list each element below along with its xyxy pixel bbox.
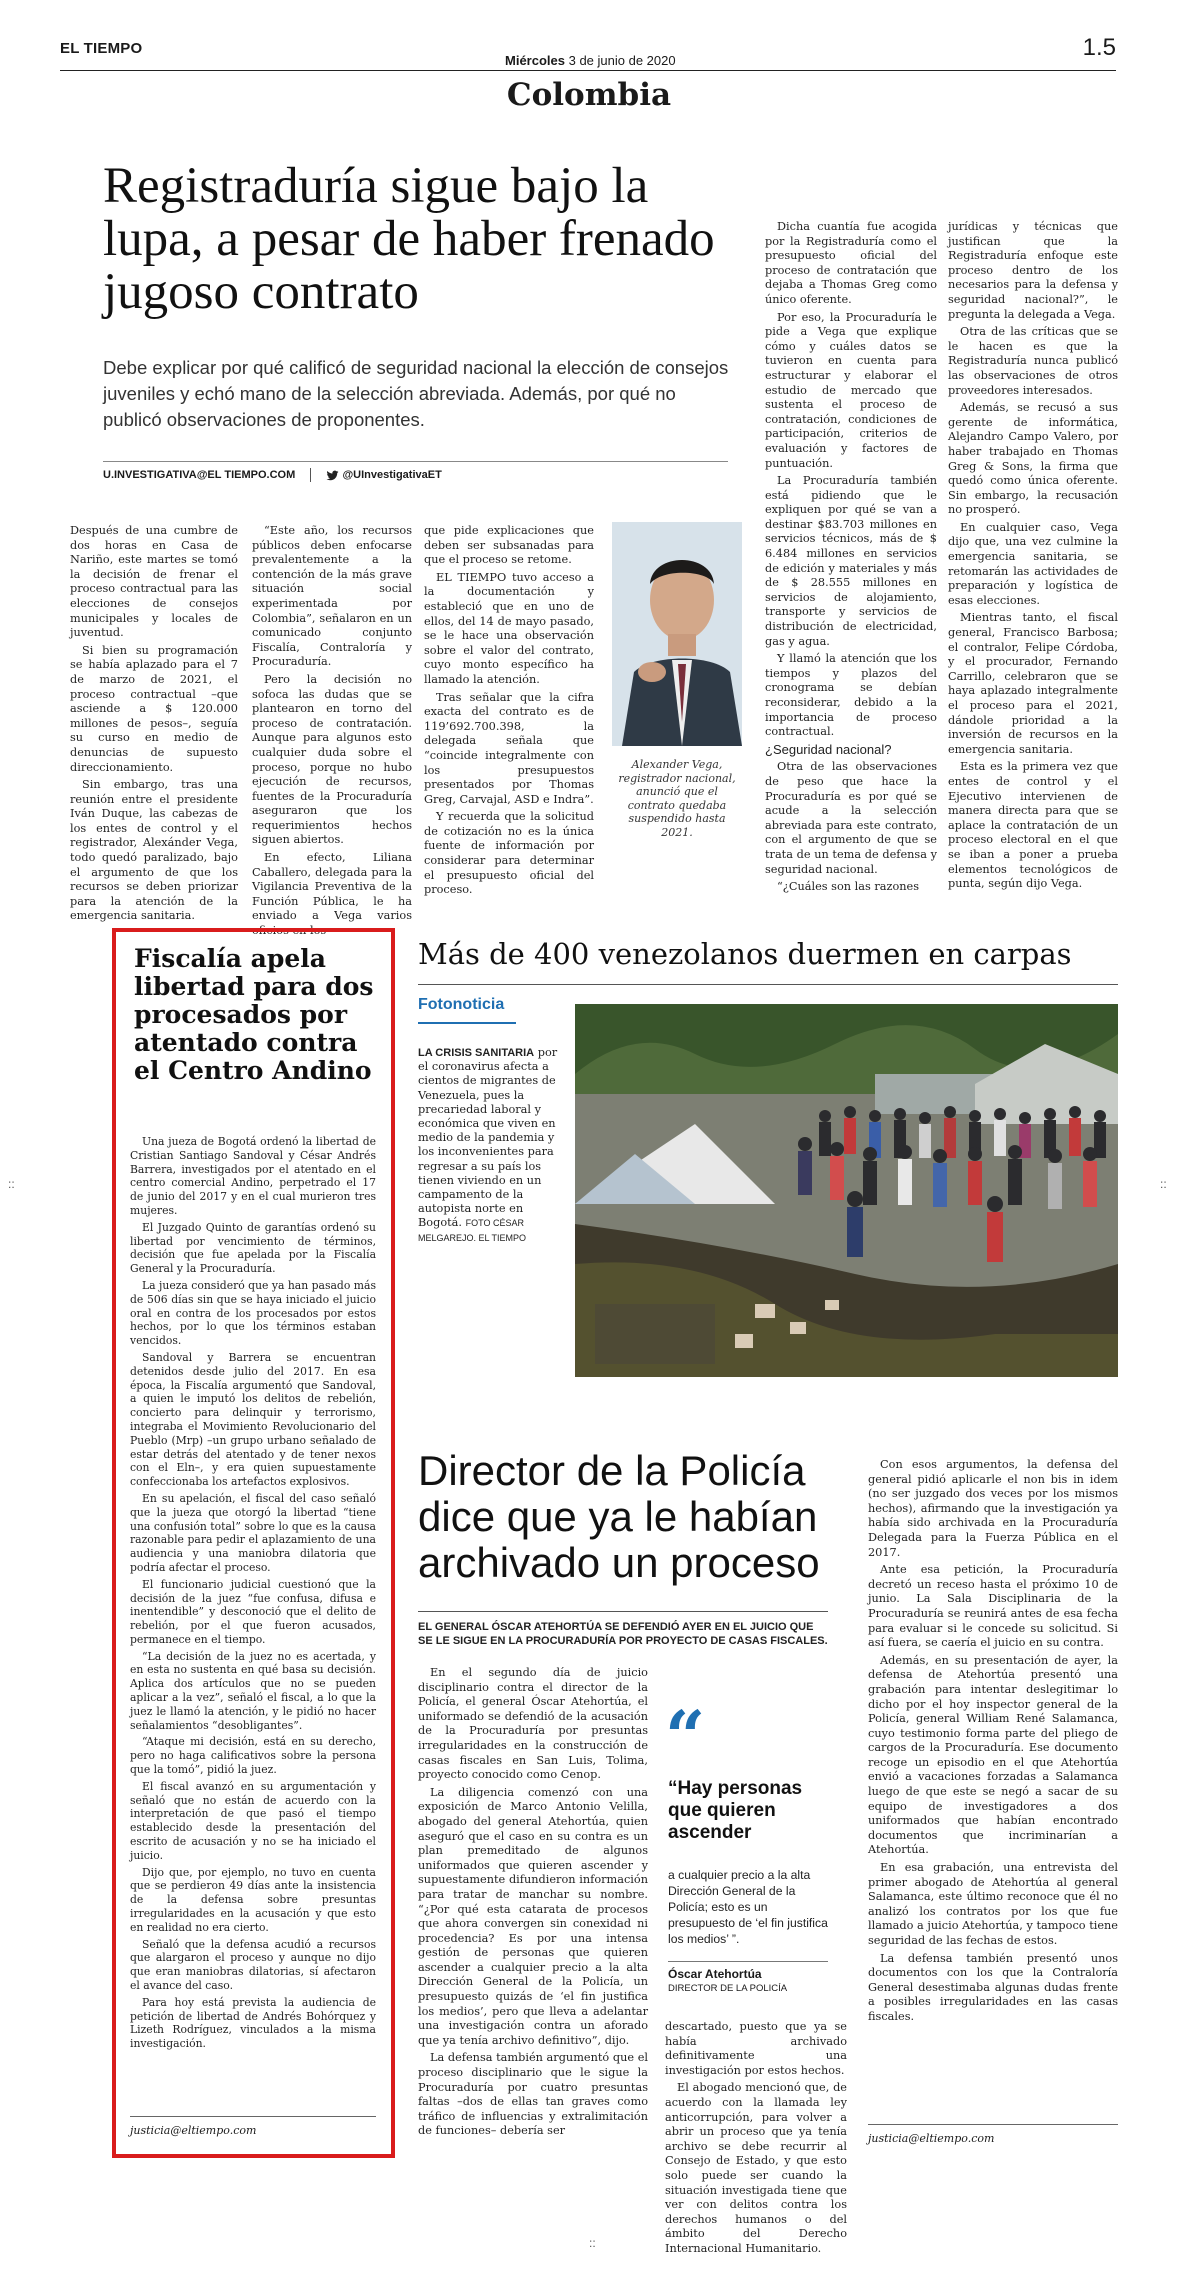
paragraph: “Ataque mi decisión, está en su derecho, pero no haga calificativos sobre la persona que la tomó”, pidió la juez. bbox=[130, 1735, 376, 1777]
paragraph: En su apelación, el fiscal del caso señaló que la jueza que otorgó la libertad “tiene una confusión total” sobre lo que es la causa razonable para pedir el aplazamiento de una audiencia y una maniobra dilatoria que podría afectar el proceso. bbox=[130, 1491, 376, 1574]
caption-text: por el coronavirus afecta a cientos de migrantes de Venezuela, pues la precariedad laboral y económica que viven en medio de la pandemia y los inconvenientes para regresar a su país los tienen viviendo en un campamento de la autopista norte en Bogotá. bbox=[418, 1046, 558, 1230]
quote-mark-icon: “ bbox=[665, 1695, 706, 1778]
paragraph: Mientras tanto, el fiscal general, Francisco Barbosa; el contralor, Felipe Córdoba, y el procurador, Fernando Carrillo, celebraron que se haya aplazado integralmente el proceso para el 2021, dándole prioridad a la inversión de recursos en la emergencia sanitaria. bbox=[948, 611, 1118, 756]
paragraph: Otra de las observaciones de peso que hace la Procuraduría es por qué se acude a la selección abreviada para este contrato, con el argumento de que se trata de un tema de defensa y seguridad nacional. bbox=[765, 760, 937, 876]
policia-email[interactable]: justicia@eltiempo.com bbox=[868, 2132, 995, 2145]
masthead: EL TIEMPO bbox=[60, 40, 143, 57]
paragraph: El fiscal avanzó en su argumentación y señaló que no están de acuerdo con la interpretación de que pasó el tiempo establecido desde la presentación del escrito de acusación y no se ha iniciado el juicio. bbox=[130, 1779, 376, 1862]
fiscalia-email[interactable]: justicia@eltiempo.com bbox=[130, 2124, 257, 2137]
main-deck: Debe explicar por qué calificó de seguridad nacional la elección de consejos juveniles y echó mano de la selección abreviada. Además, por qué no publicó observaciones de proponentes. bbox=[103, 357, 729, 430]
margin-mark-left: :: bbox=[8, 1177, 15, 1191]
paragraph: Otra de las críticas que se le hacen es que la Registraduría nunca publicó las observaciones de otros proveedores interesados. bbox=[948, 325, 1118, 397]
margin-mark-right: :: bbox=[1160, 1177, 1167, 1191]
paragraph: Por eso, la Procuraduría le pide a Vega que explique cómo y cuáles datos se tuvieron en cuenta para estructurar y elaborar el estudio de mercado que sustenta el proceso de contratación, condiciones de participación, criterios de evaluación y factores de puntuación. bbox=[765, 310, 937, 470]
paragraph: Además, se recusó a sus gerente de informática, Alejandro Campo Valero, por haber trabajado en Thomas Greg & Sons, la firma que quedó como única oferente. Sin embargo, la recusación no prosperó. bbox=[948, 401, 1118, 517]
paragraph: En cualquier caso, Vega dijo que, una vez culmine la emergencia sanitaria, se retomarán las actividades de preparación y logística de esas elecciones. bbox=[948, 520, 1118, 607]
paragraph: Dijo que, por ejemplo, no tuvo en cuenta que se perdieron 49 días ante la insistencia de la defensa sobre presuntas irregularidades en la acusación y que esto en realidad no era cierto. bbox=[130, 1865, 376, 1934]
paragraph: La defensa también argumentó que el proceso disciplinario que le sigue la Procuraduría por cuatro presuntas faltas –dos de ellas tan graves como tráfico de influencias y extralimitación de funciones– debería ser bbox=[418, 2051, 648, 2138]
photo-story-rule bbox=[418, 984, 1118, 985]
paragraph: La jueza consideró que ya han pasado más de 506 días sin que se haya iniciado el juicio oral en contra de los procesados por estos hechos, por lo que los términos estaban vencidos. bbox=[130, 1278, 376, 1348]
migrants-camp-photo bbox=[575, 1004, 1118, 1377]
kicker-rule bbox=[418, 1611, 828, 1612]
pull-quote-rest: a cualquier precio a la alta Dirección General de la Policía; esto es un presupuesto de ‘el fin justifica los medios’ ”. bbox=[668, 1868, 828, 1946]
policia-col-3 bbox=[868, 1458, 1118, 2028]
paragraph: Una jueza de Bogotá ordenó la libertad de Cristian Santiago Sandoval y César Andrés Barrera, investigados por el atentado en el centro comercial Andino, perpetrado el 17 de junio del 2017 y en el cual murieron tres mujeres. bbox=[130, 1135, 376, 1217]
paragraph: Pero la decisión no sofoca las dudas que se plantearon en torno del proceso de contratación. Aunque para algunos esto cualquier duda sobre el proceso, porque no hubo ejecución de recursos, fuentes de la Procuraduría aseguraron que los requerimientos hechos siguen abiertos. bbox=[252, 672, 412, 847]
email-rule bbox=[130, 2116, 376, 2117]
main-col-4 bbox=[765, 220, 937, 898]
policia-col-2 bbox=[665, 2020, 847, 2260]
paragraph: “¿Cuáles son las razones bbox=[777, 880, 920, 894]
paragraph: Y recuerda que la solicitud de cotización no es la única fuente de información por considerar para determinar el presupuesto oficial del proceso. bbox=[424, 810, 594, 897]
paragraph: El Juzgado Quinto de garantías ordenó su libertad por vencimiento de términos, decisión que fue apelada por la Fiscalía General y la Procuraduría. bbox=[130, 1220, 376, 1276]
paragraph: Sandoval y Barrera se encuentran detenidos desde julio del 2017. En esa época, la Fiscalía argumentó que Sandoval, a quien le imputó los delitos de rebelión, concierto para delinquir y terrorismo, integraba el Movimiento Revolucionario del Pueblo (Mrp) –un grupo urbano señalado de estar detrás del atentado y de tener nexos con el Eln–, y era quien supuestamente confeccionaba los artefactos explosivos. bbox=[130, 1350, 376, 1489]
paragraph: Tras señalar que la cifra exacta del contrato es de 119’692.700.398, la delegada señala que “coincide integralmente con los presupuestos presentados por Thomas Greg, Carvajal, ASD e Indra”. bbox=[424, 690, 594, 806]
issue-date: Miércoles 3 de junio de 2020 bbox=[505, 53, 676, 68]
caption-lead: LA CRISIS SANITARIA bbox=[418, 1047, 535, 1059]
paragraph: que pide explicaciones que deben ser subsanadas para que el proceso se retome. bbox=[424, 524, 594, 567]
paragraph: La Procuraduría también está pidiendo que le expliquen por qué se van a destinar $83.703 millones en servicios técnicos, más de $ 6.484 millones en servicios de edición y materiales y más de $ 28.555 millones en servicios de alojamiento, transporte y servicios de distribución de electricidad, gas y agua. bbox=[765, 474, 937, 648]
paragraph: Después de una cumbre de dos horas en Casa de Nariño, este martes se tomó la decisión de frenar el proceso contractual para las elecciones de consejos municipales y locales de juventud. bbox=[70, 524, 238, 640]
paragraph: En esa grabación, una entrevista del primer abogado de Atehortúa al general Salamanca, este último reconoce que él no analizó los contratos por los que fue llamado a juicio Atehortúa, y tampoco tiene seguridad de las fechas de estos. bbox=[868, 1861, 1118, 1947]
section-title: Colombia bbox=[506, 77, 672, 113]
paragraph: Con esos argumentos, la defensa del general pidió aplicarle el non bis in idem (no ser juzgado dos veces por los mismos hechos), afirmando que la investigación ya había sido archivada en la Procuraduría Delegada para la Fuerza Pública en el 2017. bbox=[868, 1458, 1118, 1559]
main-col-3 bbox=[424, 524, 594, 901]
photo-caption: Alexander Vega, registrador nacional, anunció que el contrato quedaba suspendido hasta 2021. bbox=[618, 758, 736, 839]
byline-rule bbox=[103, 461, 728, 462]
page-number: 1.5 bbox=[1082, 34, 1116, 61]
paragraph: La diligencia comenzó con una exposición de Marco Antonio Velilla, abogado del general Atehortúa, quien aseguró que el caso en su contra es un plan premeditado de algunos uniformados que quieren ascender y supuestamente difundieron información para tratar de manchar su nombre. “¿Por qué esta catarata de procesos que ahora convergen sin conexidad ni procedencia? Es por una intensa gestión de personas que quieren ascender a cualquier precio a la alta Dirección General de la Policía, un presupuesto quizás de ‘el fin justifica los medios’, pero que lleva a adelantar una investigación contra un aforado que ya tenía archivo definitivo”, dijo. bbox=[418, 1785, 648, 2047]
paragraph: “La decisión de la juez no es acertada, y en esta no sustenta en qué basa su decisión. Aplica dos artículos que no se pueden aplicar a la vez”, señaló el fiscal, a lo que la juez le llamó la atención, y le pidió no hacer señalamientos “desobligantes”. bbox=[130, 1649, 376, 1732]
fotonoticia-label: Fotonoticia bbox=[418, 996, 505, 1013]
paragraph: descartado, puesto que ya se había archivado definitivamente una investigación por estos hechos. bbox=[665, 2020, 847, 2077]
photo-story-caption bbox=[418, 1046, 563, 1245]
paragraph: En efecto, Liliana Caballero, delegada para la Vigilancia Preventiva de la Función Pública, le ha enviado a Vega varios oficios en los bbox=[252, 851, 412, 938]
paragraph: Para hoy está prevista la audiencia de petición de libertad de Andrés Bohórquez y Lizeth Rodríguez, vinculados a la misma investigación. bbox=[130, 1995, 376, 2051]
paragraph: “Este año, los recursos públicos deben enfocarse prevalentemente a la contención de la más grave situación social experimentada por Colombia”, señalaron en un comunicado conjunto Fiscalía, Contraloría y Procuraduría. bbox=[252, 524, 412, 669]
paragraph: jurídicas y técnicas que justifican que la Registraduría enfoque este proceso dentro de los necesarios para la defensa y seguridad nacional?”, le pregunta la delegada a Vega. bbox=[948, 220, 1118, 321]
fiscalia-headline: Fiscalía apela libertad para dos procesados por atentado contra el Centro Andino bbox=[134, 944, 374, 1085]
paragraph: Dicha cuantía fue acogida por la Registraduría como el presupuesto oficial del proceso de contratación que dejaba a Thomas Greg como único oferente. bbox=[765, 220, 937, 306]
quote-author: Óscar Atehortúa bbox=[668, 1967, 762, 1981]
paragraph: Ante esa petición, la Procuraduría decretó un receso hasta el próximo 10 de junio. La Sala Disciplinaria de la Procuraduría se reunirá antes de esa fecha para evaluar si le concede su solicitud. Si así fuera, se caería el juicio en su contra. bbox=[868, 1563, 1118, 1650]
policia-kicker: EL GENERAL ÓSCAR ATEHORTÚA SE DEFENDIÓ AYER EN EL JUICIO QUE SE LE SIGUE EN LA PROCURADURÍA POR PROYECTO DE CASAS FISCALES. bbox=[418, 1621, 828, 1647]
main-col-5 bbox=[948, 220, 1118, 895]
paragraph: La defensa también presentó unos documentos con los que la Contraloría General desestimaba algunas dudas frente a posibles irregularidades en las casas fiscales. bbox=[868, 1951, 1118, 2023]
email-rule bbox=[868, 2124, 1118, 2125]
byline-separator bbox=[310, 468, 311, 482]
main-col-1 bbox=[70, 524, 238, 927]
paragraph: Y llamó la atención que los tiempos y plazos del cronograma se debían reconsiderar, debido a la importancia de proceso contractual. bbox=[765, 652, 937, 739]
quote-role: DIRECTOR DE LA POLICÍA bbox=[668, 1983, 788, 1994]
quote-rule bbox=[668, 1961, 828, 1962]
main-col-2 bbox=[252, 524, 412, 942]
byline-twitter[interactable]: @UInvestigativaET bbox=[342, 468, 442, 481]
fiscalia-body bbox=[130, 1135, 376, 2054]
photo-credit: FOTO CÉSAR MELGAREJO. EL TIEMPO bbox=[418, 1218, 527, 1243]
main-headline: Registraduría sigue bajo la lupa, a pesar de haber frenado jugoso contrato bbox=[103, 158, 715, 320]
paragraph: Sin embargo, tras una reunión entre el presidente Iván Duque, las cabezas de los entes de control y el registrador, Alexánder Vega, todo quedó paralizado, bajo el argumento de que los recursos se deben priorizar para la atención de la emergencia sanitaria. bbox=[70, 778, 238, 923]
pull-quote: “Hay personas que quieren ascender bbox=[668, 1778, 803, 1843]
top-rule bbox=[60, 70, 1116, 71]
paragraph: Esta es la primera vez que entes de control y el Ejecutivo intervienen de manera directa para que se aplace la contratación de un proceso electoral en el que se iban a poner a prueba elementos tecnológicos de punta, según dijo Vega. bbox=[948, 760, 1118, 891]
fotonoticia-underline bbox=[418, 1022, 516, 1024]
paragraph: Además, en su presentación de ayer, la defensa de Atehortúa presentó una grabación para intentar deslegitimar lo dicho por el hoy inspector general de la Policía, general William René Salamanca, cuyo testimonio forma parte del pliego de cargos de la Procuraduría. Ese documento recoge un episodio en el que Atehortúa envió a vacaciones forzadas a Salamanca luego de que este se negó a sacar de su equipo de investigadores a dos uniformados que habían encontrado documentos que incriminarían a Atehortúa. bbox=[868, 1653, 1118, 1857]
paragraph: En el segundo día de juicio disciplinario contra el director de la Policía, el general Óscar Atehortúa, el uniformado se defendió de la acusación de la Procuraduría por presuntas irregularidades en la construcción de casas fiscales en San Luis, Tolima, proyecto conocido como Cenop. bbox=[418, 1666, 648, 1782]
registrador-photo bbox=[612, 522, 742, 746]
paragraph: Si bien su programación se había aplazado para el 7 de marzo de 2021, el proceso contractual –que asciende a $ 120.000 millones de pesos–, seguía su curso en medio de denuncias de supuesto direccionamiento. bbox=[70, 643, 238, 774]
byline-email[interactable]: U.INVESTIGATIVA@EL TIEMPO.COM bbox=[103, 468, 296, 481]
main-byline bbox=[103, 468, 442, 482]
paragraph: EL TIEMPO tuvo acceso a la documentación y estableció que en uno de ellos, del 14 de mayo pasado, se le hace una observación sobre el valor del contrato, cuyo monto específico ha llamado la atención. bbox=[424, 570, 594, 686]
photo-story-headline: Más de 400 venezolanos duermen en carpas bbox=[418, 937, 1072, 971]
margin-mark-bottom: :: bbox=[589, 2236, 596, 2250]
policia-col-1 bbox=[418, 1666, 648, 2142]
policia-headline: Director de la Policía dice que ya le habían archivado un proceso bbox=[418, 1447, 820, 1586]
twitter-icon bbox=[326, 469, 339, 482]
paragraph: El abogado mencionó que, de acuerdo con la llamada ley anticorrupción, para volver a abrir un proceso que ya tenía archivo se debe recurrir al Consejo de Estado, y que esto solo puede ser cuando la situación investigada tiene que ver con delitos contra los derechos humanos o del ámbito del Derecho Internacional Humanitario. bbox=[665, 2081, 847, 2255]
paragraph: Señaló que la defensa acudió a recursos que alargaron el proceso y aunque no dijo que eran maniobras dilatorias, sí afectaron el avance del caso. bbox=[130, 1937, 376, 1993]
paragraph: El funcionario judicial cuestionó que la decisión de la juez “fue confusa, difusa e inentendible” y desconoció que el delito de rebelión, por el que fueron acusados, permanece en el tiempo. bbox=[130, 1577, 376, 1646]
subhead: ¿Seguridad nacional? bbox=[765, 741, 892, 757]
